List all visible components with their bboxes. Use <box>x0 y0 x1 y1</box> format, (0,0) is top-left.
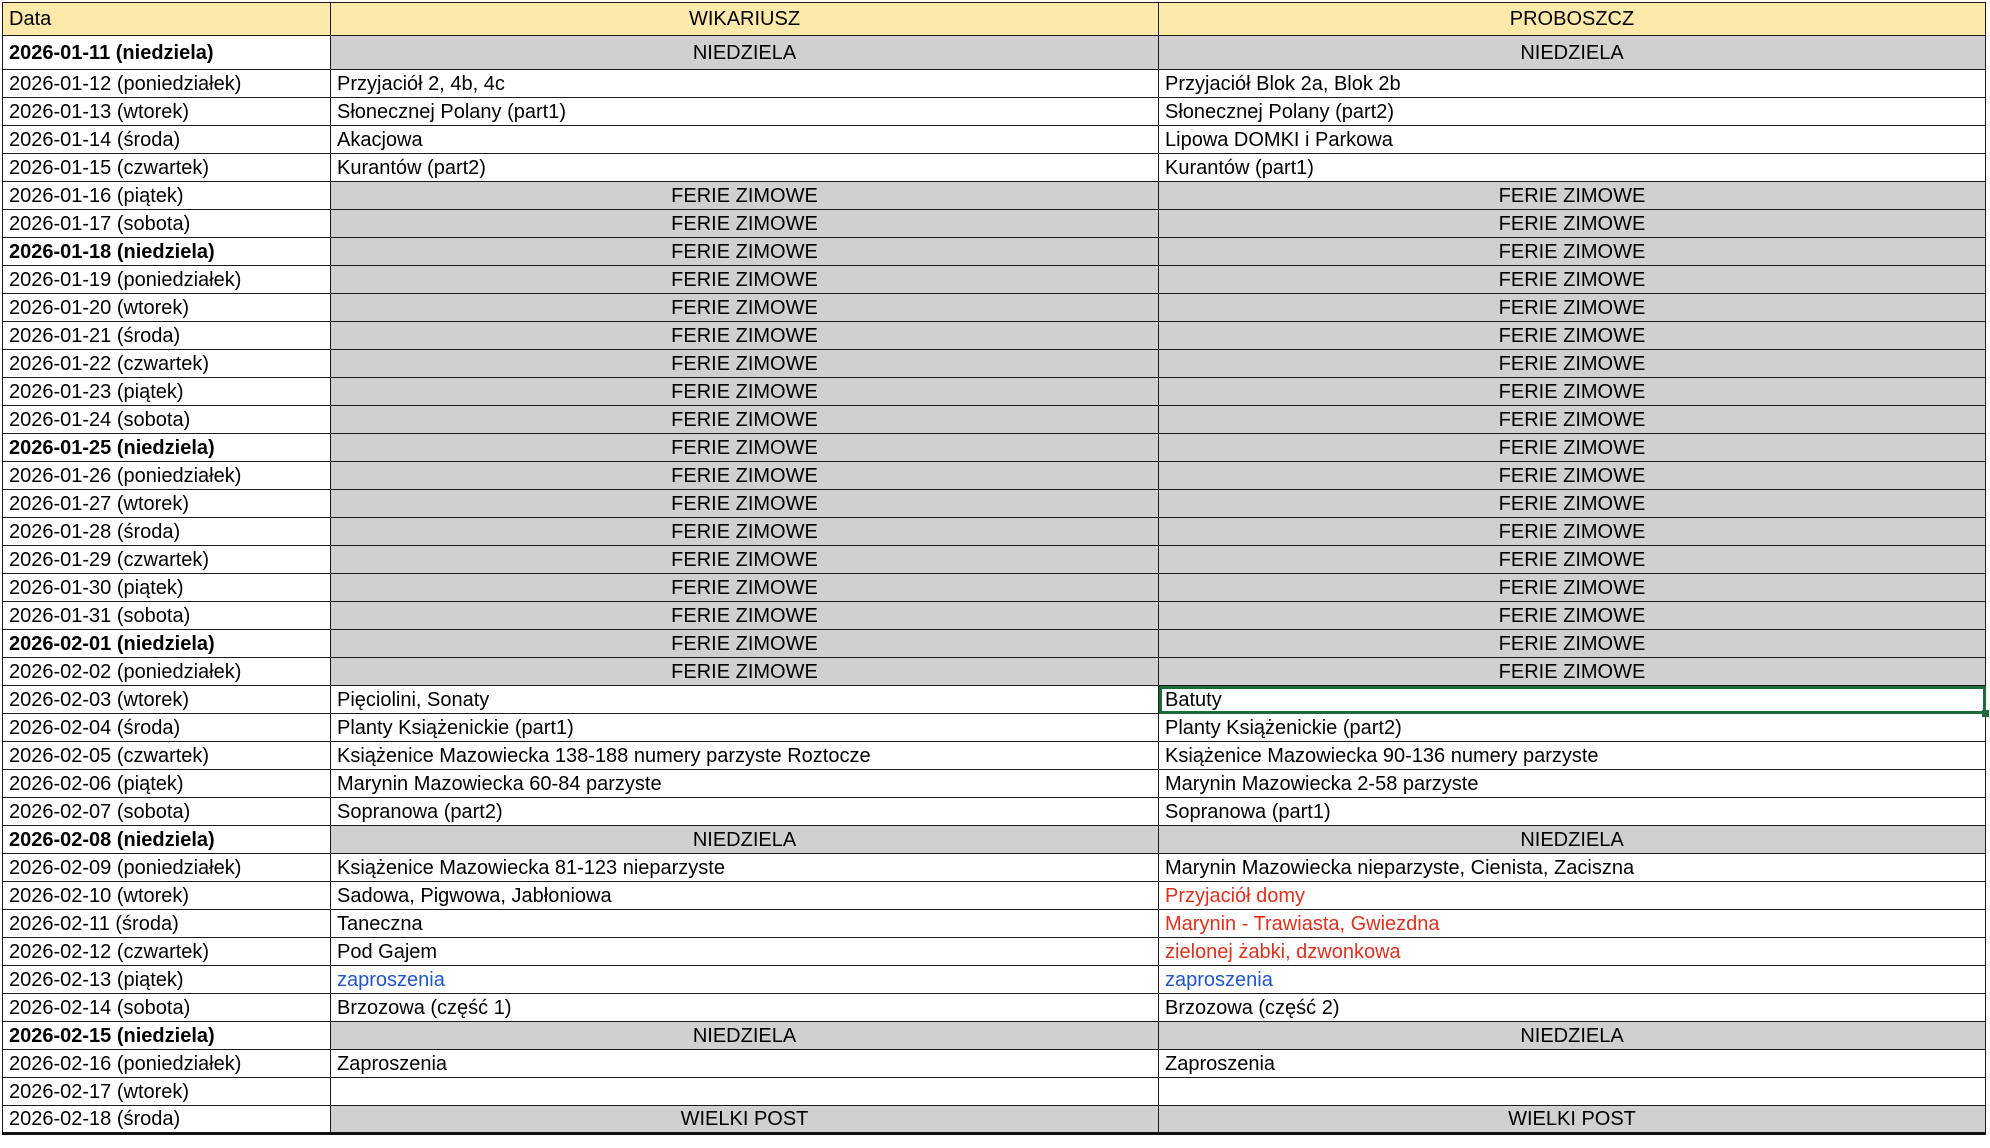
wikariusz-cell[interactable]: FERIE ZIMOWE <box>331 210 1159 238</box>
date-cell[interactable]: 2026-01-29 (czwartek) <box>3 546 331 574</box>
proboszcz-cell[interactable]: FERIE ZIMOWE <box>1159 406 1986 434</box>
table-row <box>3 742 1986 770</box>
date-cell[interactable]: 2026-02-14 (sobota) <box>3 994 331 1022</box>
fill-handle[interactable] <box>1982 710 1989 717</box>
wikariusz-cell[interactable]: FERIE ZIMOWE <box>331 546 1159 574</box>
table-row <box>3 714 1986 742</box>
proboszcz-cell[interactable]: Przyjaciół Blok 2a, Blok 2b <box>1159 70 1986 98</box>
date-cell[interactable]: 2026-02-10 (wtorek) <box>3 882 331 910</box>
date-cell[interactable]: 2026-01-25 (niedziela) <box>3 434 331 462</box>
date-cell[interactable]: 2026-01-28 (środa) <box>3 518 331 546</box>
proboszcz-cell[interactable]: FERIE ZIMOWE <box>1159 322 1986 350</box>
table-row <box>3 126 1986 154</box>
table-row <box>3 686 1986 714</box>
wikariusz-cell[interactable]: FERIE ZIMOWE <box>331 630 1159 658</box>
proboszcz-cell[interactable]: Planty Książenickie (part2) <box>1159 714 1986 742</box>
table-row <box>3 882 1986 910</box>
header-date[interactable]: Data <box>3 3 331 36</box>
proboszcz-cell[interactable]: FERIE ZIMOWE <box>1159 238 1986 266</box>
wikariusz-cell[interactable]: FERIE ZIMOWE <box>331 602 1159 630</box>
table-row <box>3 994 1986 1022</box>
wikariusz-cell[interactable]: FERIE ZIMOWE <box>331 378 1159 406</box>
date-cell[interactable]: 2026-02-17 (wtorek) <box>3 1078 331 1106</box>
table-row <box>3 1078 1986 1106</box>
table-row <box>3 574 1986 602</box>
proboszcz-cell[interactable]: Sopranowa (part1) <box>1159 798 1986 826</box>
table-row <box>3 910 1986 938</box>
date-cell[interactable]: 2026-02-11 (środa) <box>3 910 331 938</box>
proboszcz-cell[interactable]: Słonecznej Polany (part2) <box>1159 98 1986 126</box>
wikariusz-cell[interactable]: FERIE ZIMOWE <box>331 350 1159 378</box>
date-cell[interactable]: 2026-02-04 (środa) <box>3 714 331 742</box>
date-cell[interactable]: 2026-01-12 (poniedziałek) <box>3 70 331 98</box>
wikariusz-cell[interactable]: FERIE ZIMOWE <box>331 574 1159 602</box>
proboszcz-cell[interactable]: FERIE ZIMOWE <box>1159 518 1986 546</box>
table-row <box>3 406 1986 434</box>
proboszcz-cell[interactable]: NIEDZIELA <box>1159 36 1986 70</box>
date-cell[interactable]: 2026-02-08 (niedziela) <box>3 826 331 854</box>
proboszcz-cell[interactable]: Marynin - Trawiasta, Gwiezdna <box>1159 910 1986 938</box>
table-row <box>3 70 1986 98</box>
date-cell[interactable]: 2026-02-18 (środa) <box>3 1106 331 1134</box>
header-wikariusz[interactable]: WIKARIUSZ <box>331 3 1159 36</box>
table-row <box>3 378 1986 406</box>
wikariusz-cell[interactable]: FERIE ZIMOWE <box>331 434 1159 462</box>
table-row <box>3 630 1986 658</box>
selected-proboszcz-cell[interactable]: Batuty <box>1159 686 1986 714</box>
table-row <box>3 182 1986 210</box>
proboszcz-cell[interactable]: FERIE ZIMOWE <box>1159 490 1986 518</box>
date-cell[interactable]: 2026-01-30 (piątek) <box>3 574 331 602</box>
proboszcz-cell[interactable]: Marynin Mazowiecka 2-58 parzyste <box>1159 770 1986 798</box>
proboszcz-cell[interactable]: FERIE ZIMOWE <box>1159 602 1986 630</box>
table-row <box>3 36 1986 70</box>
wikariusz-cell[interactable]: Książenice Mazowiecka 138-188 numery parzyste Roztocze <box>331 742 1159 770</box>
date-cell[interactable]: 2026-02-15 (niedziela) <box>3 1022 331 1050</box>
table-row <box>3 490 1986 518</box>
proboszcz-cell[interactable]: NIEDZIELA <box>1159 1022 1986 1050</box>
wikariusz-cell[interactable]: Książenice Mazowiecka 81-123 nieparzyste <box>331 854 1159 882</box>
table-row <box>3 966 1986 994</box>
date-cell[interactable]: 2026-01-22 (czwartek) <box>3 350 331 378</box>
header-row <box>3 3 1986 36</box>
wikariusz-cell[interactable]: FERIE ZIMOWE <box>331 182 1159 210</box>
date-cell[interactable]: 2026-01-17 (sobota) <box>3 210 331 238</box>
wikariusz-cell[interactable]: Akacjowa <box>331 126 1159 154</box>
proboszcz-cell[interactable]: Przyjaciół domy <box>1159 882 1986 910</box>
wikariusz-cell[interactable]: zaproszenia <box>331 966 1159 994</box>
table-row <box>3 826 1986 854</box>
table-row <box>3 518 1986 546</box>
date-cell[interactable]: 2026-02-12 (czwartek) <box>3 938 331 966</box>
wikariusz-cell[interactable]: FERIE ZIMOWE <box>331 294 1159 322</box>
proboszcz-cell[interactable]: Kurantów (part1) <box>1159 154 1986 182</box>
wikariusz-cell[interactable] <box>331 1078 1159 1106</box>
proboszcz-cell[interactable]: FERIE ZIMOWE <box>1159 434 1986 462</box>
wikariusz-cell[interactable]: Kurantów (part2) <box>331 154 1159 182</box>
date-cell[interactable]: 2026-01-23 (piątek) <box>3 378 331 406</box>
proboszcz-cell[interactable]: Zaproszenia <box>1159 1050 1986 1078</box>
date-cell[interactable]: 2026-02-05 (czwartek) <box>3 742 331 770</box>
date-cell[interactable]: 2026-02-02 (poniedziałek) <box>3 658 331 686</box>
table-row <box>3 294 1986 322</box>
table-row <box>3 266 1986 294</box>
proboszcz-cell[interactable]: FERIE ZIMOWE <box>1159 378 1986 406</box>
date-cell[interactable]: 2026-02-16 (poniedziałek) <box>3 1050 331 1078</box>
wikariusz-cell[interactable]: Zaproszenia <box>331 1050 1159 1078</box>
wikariusz-cell[interactable]: FERIE ZIMOWE <box>331 266 1159 294</box>
table-row <box>3 434 1986 462</box>
schedule-table <box>2 2 1986 1135</box>
proboszcz-cell[interactable]: zaproszenia <box>1159 966 1986 994</box>
wikariusz-cell[interactable]: FERIE ZIMOWE <box>331 490 1159 518</box>
wikariusz-cell[interactable]: Brzozowa (część 1) <box>331 994 1159 1022</box>
schedule-body <box>3 3 1986 1134</box>
date-cell[interactable]: 2026-01-21 (środa) <box>3 322 331 350</box>
date-cell[interactable]: 2026-01-26 (poniedziałek) <box>3 462 331 490</box>
wikariusz-cell[interactable]: FERIE ZIMOWE <box>331 406 1159 434</box>
date-cell[interactable]: 2026-01-14 (środa) <box>3 126 331 154</box>
date-cell[interactable]: 2026-01-31 (sobota) <box>3 602 331 630</box>
table-row <box>3 210 1986 238</box>
date-cell[interactable]: 2026-01-15 (czwartek) <box>3 154 331 182</box>
proboszcz-cell[interactable]: FERIE ZIMOWE <box>1159 630 1986 658</box>
proboszcz-cell[interactable]: Lipowa DOMKI i Parkowa <box>1159 126 1986 154</box>
wikariusz-cell[interactable]: FERIE ZIMOWE <box>331 658 1159 686</box>
wikariusz-cell[interactable]: FERIE ZIMOWE <box>331 322 1159 350</box>
date-cell[interactable]: 2026-01-16 (piątek) <box>3 182 331 210</box>
proboszcz-cell[interactable]: WIELKI POST <box>1159 1106 1986 1134</box>
wikariusz-cell[interactable]: Pod Gajem <box>331 938 1159 966</box>
proboszcz-cell[interactable]: FERIE ZIMOWE <box>1159 294 1986 322</box>
date-cell[interactable]: 2026-01-13 (wtorek) <box>3 98 331 126</box>
table-row <box>3 322 1986 350</box>
wikariusz-cell[interactable]: NIEDZIELA <box>331 826 1159 854</box>
wikariusz-cell[interactable]: Sadowa, Pigwowa, Jabłoniowa <box>331 882 1159 910</box>
date-cell[interactable]: 2026-02-07 (sobota) <box>3 798 331 826</box>
table-row <box>3 770 1986 798</box>
table-row <box>3 1022 1986 1050</box>
table-row <box>3 350 1986 378</box>
wikariusz-cell[interactable]: FERIE ZIMOWE <box>331 238 1159 266</box>
table-row <box>3 546 1986 574</box>
table-row <box>3 938 1986 966</box>
date-cell[interactable]: 2026-02-13 (piątek) <box>3 966 331 994</box>
date-cell[interactable]: 2026-02-03 (wtorek) <box>3 686 331 714</box>
wikariusz-cell[interactable]: Pięciolini, Sonaty <box>331 686 1159 714</box>
wikariusz-cell[interactable]: FERIE ZIMOWE <box>331 518 1159 546</box>
proboszcz-cell[interactable]: FERIE ZIMOWE <box>1159 266 1986 294</box>
wikariusz-cell[interactable]: NIEDZIELA <box>331 36 1159 70</box>
table-row <box>3 854 1986 882</box>
table-row <box>3 462 1986 490</box>
proboszcz-cell[interactable] <box>1159 1078 1986 1106</box>
table-row <box>3 154 1986 182</box>
date-cell[interactable]: 2026-02-01 (niedziela) <box>3 630 331 658</box>
proboszcz-cell[interactable]: FERIE ZIMOWE <box>1159 182 1986 210</box>
date-cell[interactable]: 2026-01-11 (niedziela) <box>3 36 331 70</box>
date-cell[interactable]: 2026-01-18 (niedziela) <box>3 238 331 266</box>
proboszcz-cell[interactable]: Książenice Mazowiecka 90-136 numery parzyste <box>1159 742 1986 770</box>
proboszcz-cell[interactable]: FERIE ZIMOWE <box>1159 462 1986 490</box>
proboszcz-cell[interactable]: FERIE ZIMOWE <box>1159 210 1986 238</box>
proboszcz-cell[interactable]: Brzozowa (część 2) <box>1159 994 1986 1022</box>
date-cell[interactable]: 2026-01-19 (poniedziałek) <box>3 266 331 294</box>
proboszcz-cell[interactable]: Marynin Mazowiecka nieparzyste, Cienista, Zaciszna <box>1159 854 1986 882</box>
proboszcz-cell[interactable]: NIEDZIELA <box>1159 826 1986 854</box>
proboszcz-cell[interactable]: zielonej żabki, dzwonkowa <box>1159 938 1986 966</box>
wikariusz-cell[interactable]: FERIE ZIMOWE <box>331 462 1159 490</box>
wikariusz-cell[interactable]: Sopranowa (part2) <box>331 798 1159 826</box>
wikariusz-cell[interactable]: Przyjaciół 2, 4b, 4c <box>331 70 1159 98</box>
date-cell[interactable]: 2026-01-24 (sobota) <box>3 406 331 434</box>
table-row <box>3 658 1986 686</box>
wikariusz-cell[interactable]: NIEDZIELA <box>331 1022 1159 1050</box>
table-row <box>3 238 1986 266</box>
wikariusz-cell[interactable]: Marynin Mazowiecka 60-84 parzyste <box>331 770 1159 798</box>
date-cell[interactable]: 2026-01-27 (wtorek) <box>3 490 331 518</box>
date-cell[interactable]: 2026-02-06 (piątek) <box>3 770 331 798</box>
table-row <box>3 798 1986 826</box>
proboszcz-cell[interactable]: FERIE ZIMOWE <box>1159 350 1986 378</box>
date-cell[interactable]: 2026-01-20 (wtorek) <box>3 294 331 322</box>
table-row <box>3 602 1986 630</box>
proboszcz-cell[interactable]: FERIE ZIMOWE <box>1159 658 1986 686</box>
table-row <box>3 1106 1986 1134</box>
wikariusz-cell[interactable]: WIELKI POST <box>331 1106 1159 1134</box>
date-cell[interactable]: 2026-02-09 (poniedziałek) <box>3 854 331 882</box>
proboszcz-cell[interactable]: FERIE ZIMOWE <box>1159 546 1986 574</box>
wikariusz-cell[interactable]: Planty Książenickie (part1) <box>331 714 1159 742</box>
wikariusz-cell[interactable]: Słonecznej Polany (part1) <box>331 98 1159 126</box>
header-proboszcz[interactable]: PROBOSZCZ <box>1159 3 1986 36</box>
proboszcz-cell[interactable]: FERIE ZIMOWE <box>1159 574 1986 602</box>
wikariusz-cell[interactable]: Taneczna <box>331 910 1159 938</box>
table-row <box>3 98 1986 126</box>
table-row <box>3 1050 1986 1078</box>
